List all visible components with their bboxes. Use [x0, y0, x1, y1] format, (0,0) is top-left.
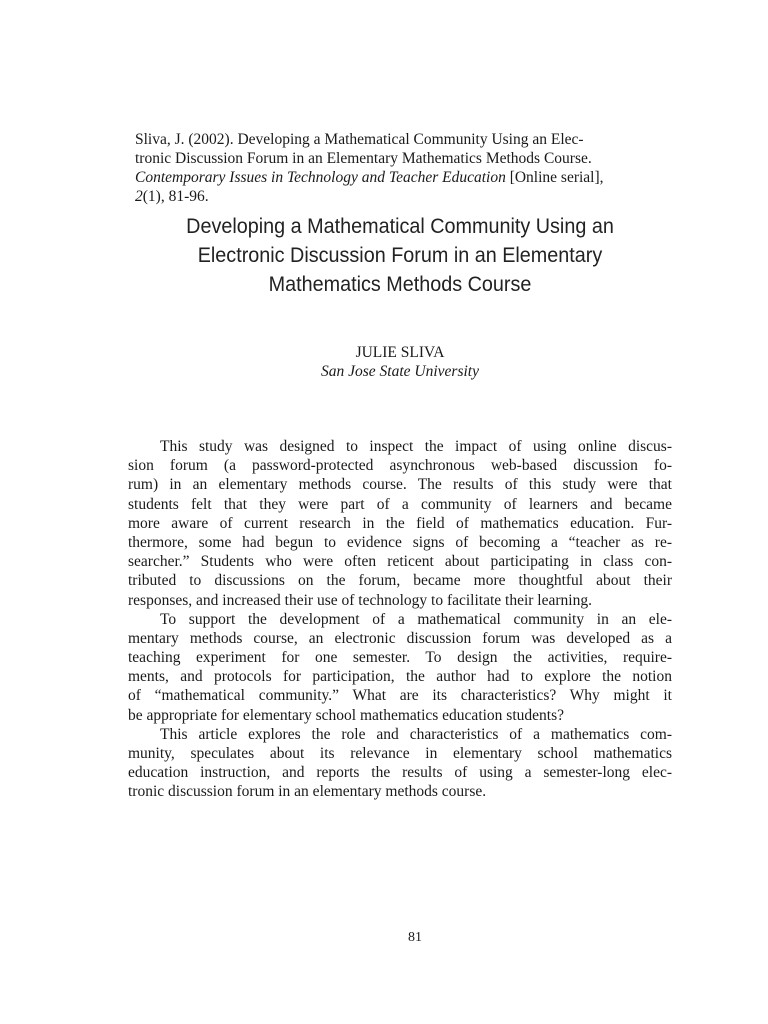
title-line-2: Electronic Discussion Forum in an Elementary — [197, 243, 603, 267]
title-line-1: Developing a Mathematical Community Using an — [186, 214, 614, 238]
author-affiliation: San Jose State University — [321, 363, 479, 380]
citation-line-3 — [135, 168, 675, 187]
abstract-line: thermore, some had begun to evidence signs of becoming a “teacher as re- — [128, 533, 672, 551]
abstract-line: This article explores the role and characteristics of a mathematics com- — [160, 725, 672, 743]
abstract-line: mentary methods course, an electronic discussion forum was developed as a — [128, 629, 672, 647]
page-number: 81 — [408, 930, 422, 945]
journal-suffix: [Online serial], — [505, 169, 604, 186]
abstract-line: more aware of current research in the field of mathematics education. Fur- — [128, 514, 672, 532]
abstract-line: munity, speculates about its relevance in elementary school mathematics — [128, 745, 672, 762]
paper-title — [133, 212, 667, 299]
citation-block — [135, 130, 675, 206]
citation-line-1: Sliva, J. (2002). Developing a Mathematical Community Using an Elec- — [135, 131, 584, 148]
abstract-line: students felt that they were part of a community of learners and became — [128, 495, 672, 513]
abstract-line: ments, and protocols for participation, the author had to explore the notion — [128, 668, 672, 686]
title-line-3: Mathematics Methods Course — [268, 272, 532, 296]
abstract-line: rum) in an elementary methods course. The results of this study were that — [128, 476, 672, 494]
issue-pages: (1), 81-96. — [142, 188, 209, 205]
citation-line-4 — [135, 187, 675, 206]
citation-line-2: tronic Discussion Forum in an Elementary Mathematics Methods Course. — [135, 150, 592, 167]
abstract-line: teaching experiment for one semester. To design the activities, require- — [128, 649, 672, 667]
abstract-line: of “mathematical community.” What are its characteristics? Why might it — [128, 687, 672, 705]
abstract-line: To support the development of a mathematical community in an ele- — [160, 610, 672, 628]
author-name: JULIE SLIVA — [355, 344, 445, 361]
abstract-line: searcher.” Students who were often reticent about participating in class con- — [128, 553, 672, 571]
abstract-line: tronic discussion forum in an elementary methods course. — [128, 783, 487, 801]
journal-name: Contemporary Issues in Technology and Teacher Education — [135, 169, 506, 186]
abstract-line: tributed to discussions on the forum, became more thoughtful about their — [128, 572, 672, 590]
volume-number: 2 — [135, 188, 143, 205]
abstract-line: education instruction, and reports the results of using a semester-long elec- — [128, 764, 672, 782]
abstract-line: sion forum (a password-protected asynchronous web-based discussion fo- — [128, 457, 672, 475]
abstract-line: This study was designed to inspect the impact of using online discus- — [160, 438, 672, 455]
abstract-line: responses, and increased their use of technology to facilitate their learning. — [128, 591, 592, 609]
abstract-line: be appropriate for elementary school mathematics education students? — [128, 706, 564, 724]
abstract — [128, 437, 672, 802]
